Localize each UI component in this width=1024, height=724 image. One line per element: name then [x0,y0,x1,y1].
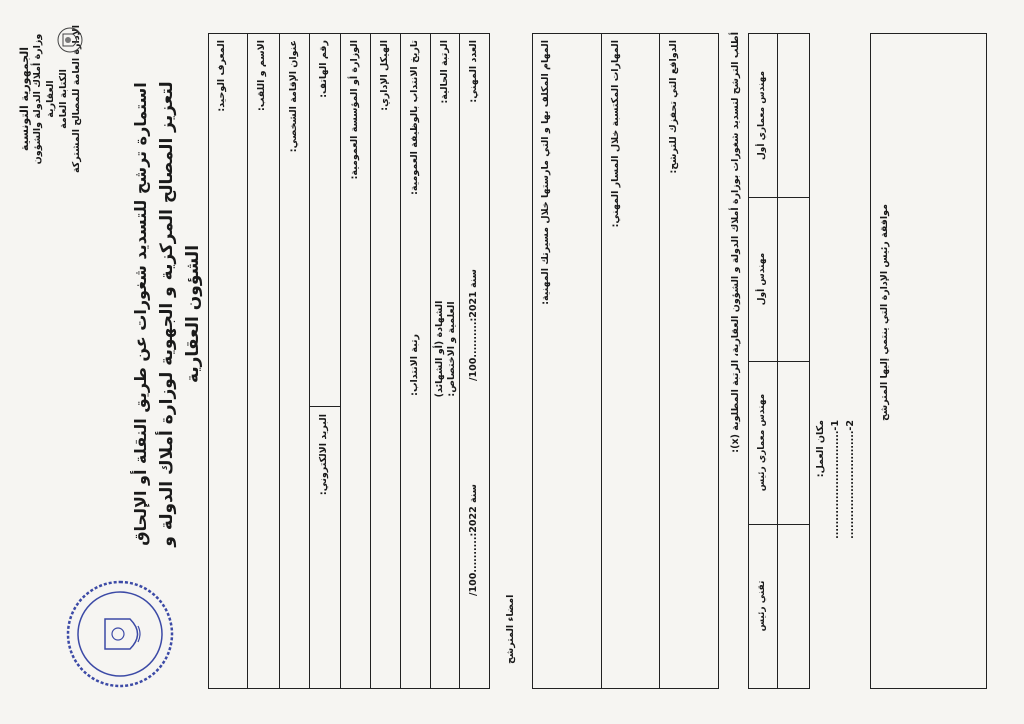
approval-label: موافقة رئيس الإدارة التي ينتمي إليها المترشح [879,204,890,421]
field-address-row [279,34,299,688]
year-2022-score: سنة 2022:..........100/ [468,484,479,596]
grade-option-senior-architect[interactable]: مهندس معماري أول [757,70,767,161]
secretariat-label: الكتابة العامة [58,69,69,129]
grade-option-senior-engineer[interactable]: مهندس أول [757,252,767,306]
tasks-section [532,34,592,688]
field-id-label: المعرف الوحيد: [216,40,227,112]
motives-label: الدوافع التي تحفزك للترشح: [668,40,679,174]
year-2021-score: سنة 2021:..........100/ [468,269,479,381]
field-name-label: الاسم و اللقب: [256,40,267,112]
field-recruitment-date-label: تاريخ الانتداب بالوظيفة العمومية: [409,40,420,195]
motives-section [659,34,679,688]
field-grade-row [430,34,457,688]
field-admin-row [370,34,390,688]
field-admin-label: الهيكل الإداري: [379,40,390,111]
skills-section [601,34,621,688]
field-recruitment-row [400,34,420,688]
grade-options-table [748,33,810,689]
field-address-label: عنوان الإقامة الشخصي: [288,40,299,153]
field-score-label: العدد المهني: [468,40,479,103]
work-place-label: مكان العمل: [815,420,826,478]
work-place-line1[interactable]: 1-.............................. [830,420,841,539]
title-line2: لتعزيز المصالح المركزية و الجهوية لوزارة أملاك الدولة و الشؤون العقارية [157,81,203,547]
skills-label: المهارات المكتسبة خلال المسار المهني: [610,40,621,228]
field-score-row [459,34,479,688]
candidate-signature-label: امضاء المترشح [505,594,516,664]
field-id-row [208,34,238,688]
official-seal-icon [60,574,180,694]
field-phone-row [309,34,329,688]
national-emblem-icon [55,25,85,55]
field-diploma-label: الشهادة (أو الشهائد) العلمية و الاختصاص: [434,300,457,398]
field-recruitment-grade-label: رتبة الانتداب: [409,334,420,396]
field-name-row [247,34,267,688]
narrative-table [532,33,719,689]
field-email-label: البريد الالكتروني: [318,414,329,496]
republic-label: الجمهورية التونسية [18,46,31,152]
grade-request-prompt: أطلب الترشح لتسديد شغورات بوزارة أملاك الدولة و الشؤون العقارية، الرتبة المطلوبة (x): [730,32,741,453]
form-title [128,54,206,574]
field-current-grade-label: الرتبة الحالية: [439,40,450,104]
grade-option-chief-architect[interactable]: مهندس معماري رئيس [757,393,767,492]
directorate-label: الإدارة العامة للمصالح المشتركة [71,25,82,173]
field-phone-label: رقم الهاتف: [318,40,329,98]
ministry-label: وزارة أملاك الدولة والشؤون العقارية [32,33,56,165]
work-place-line2[interactable]: 2-.............................. [845,420,856,539]
field-ministry-label: الوزارة أو المؤسسة العمومية: [349,40,360,180]
approval-box [870,33,987,689]
identity-table [208,33,490,689]
field-ministry-row [340,34,360,688]
title-line1: استمارة ترشح للتسديد شغورات عن طريق النقلة أو الإلحاق [131,82,150,546]
tasks-label: المهام المكلف بها و التي مارستها خلال مسيرتك المهنية: [540,40,551,305]
grade-option-chief-technician[interactable]: تقني رئيس [757,580,767,632]
